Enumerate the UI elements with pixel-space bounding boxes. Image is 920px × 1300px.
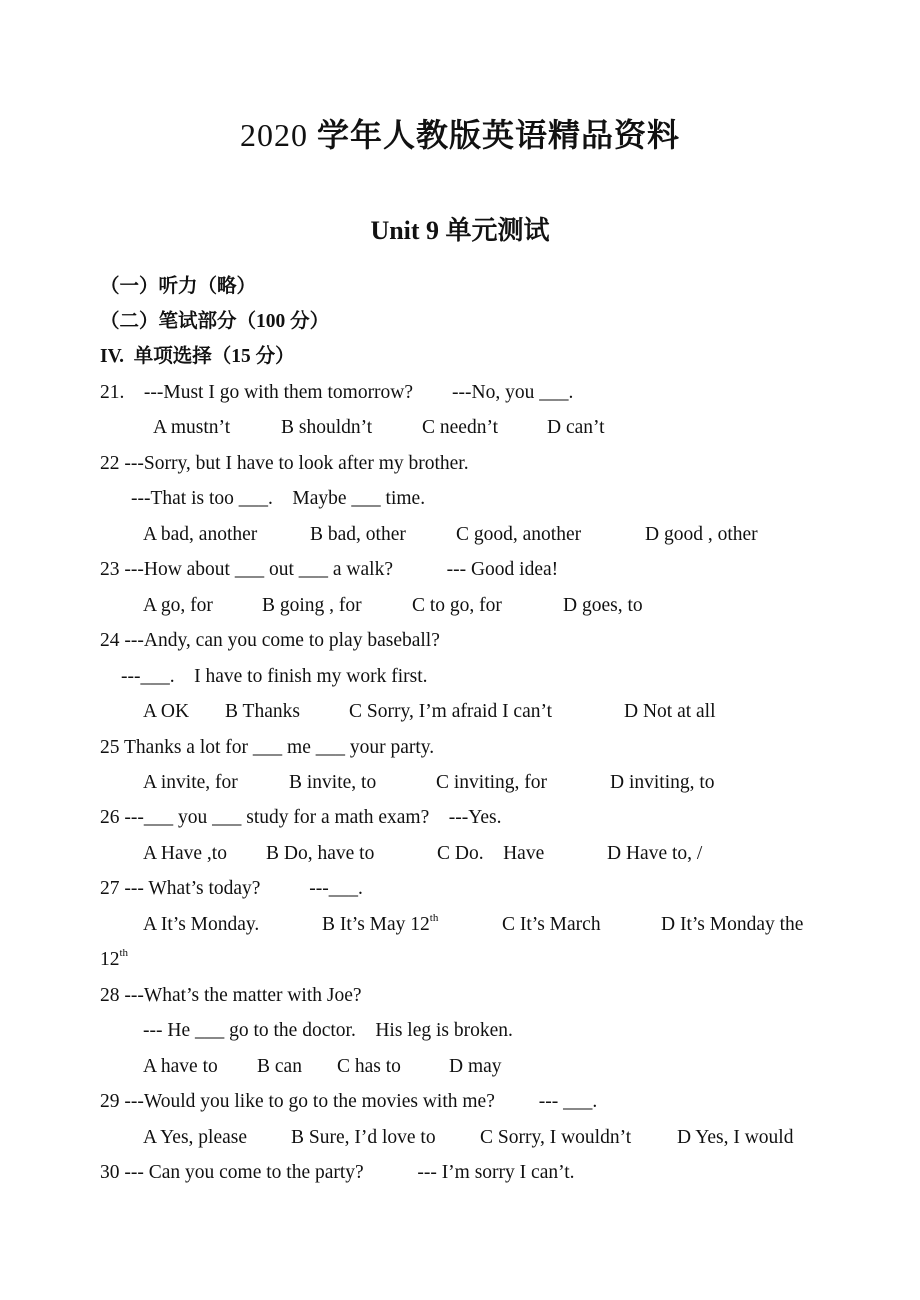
question-24-stem-2: ---___. I have to finish my work first. — [121, 666, 428, 687]
q29-option-d: D Yes, I would — [677, 1127, 794, 1148]
question-27-stem: 27 --- What’s today? ---___. — [100, 878, 363, 899]
q27-option-d-wrap — [100, 948, 128, 972]
q21-option-d: D can’t — [547, 417, 605, 438]
q28-option-a: A have to — [143, 1056, 218, 1077]
question-29-stem: 29 ---Would you like to go to the movies with me? --- ___. — [100, 1091, 598, 1112]
q27-option-d: D It’s Monday the — [661, 914, 804, 935]
section-listening: （一）听力（略） — [100, 276, 257, 297]
q28-option-d: D may — [449, 1056, 502, 1077]
q26-option-b: B Do, have to — [266, 843, 375, 864]
q23-option-d: D goes, to — [563, 595, 643, 616]
q27-option-b-sup: th — [429, 912, 439, 924]
q23-option-c: C to go, for — [412, 595, 502, 616]
q24-option-d: D Not at all — [624, 701, 716, 722]
q29-option-c: C Sorry, I wouldn’t — [480, 1127, 632, 1148]
q21-option-a: A mustn’t — [153, 417, 231, 438]
q22-option-d: D good , other — [645, 524, 758, 545]
q28-option-b: B can — [257, 1056, 302, 1077]
q27-option-d-wrap-sup: th — [119, 947, 129, 959]
q25-option-b: B invite, to — [289, 772, 377, 793]
question-26-stem: 26 ---___ you ___ study for a math exam? ---Yes. — [100, 807, 502, 828]
q29-option-b: B Sure, I’d love to — [291, 1127, 436, 1148]
document-title — [0, 110, 920, 156]
question-22-stem-2: ---That is too ___. Maybe ___ time. — [131, 488, 426, 509]
q22-option-b: B bad, other — [310, 524, 406, 545]
q27-option-a: A It’s Monday. — [143, 914, 260, 935]
q27-option-b-text: B It’s May 12 — [322, 914, 430, 935]
q27-option-c: C It’s March — [502, 914, 601, 935]
title-year: 2020 — [239, 117, 308, 153]
q26-option-c: C Do. Have — [437, 843, 545, 864]
q23-option-b: B going , for — [262, 595, 362, 616]
q22-option-c: C good, another — [456, 524, 582, 545]
section-written: （二）笔试部分（100 分） — [100, 311, 330, 332]
question-21-stem: 21. ---Must I go with them tomorrow? ---No, you ___. — [100, 382, 574, 403]
title-text: 学年人教版英语精品资料 — [316, 117, 680, 153]
question-28-stem: 28 ---What’s the matter with Joe? — [100, 985, 362, 1006]
q25-option-c: C inviting, for — [436, 772, 548, 793]
q24-option-b: B Thanks — [225, 701, 300, 722]
q25-option-d: D inviting, to — [610, 772, 715, 793]
q21-option-b: B shouldn’t — [281, 417, 373, 438]
q26-option-a: A Have ,to — [143, 843, 227, 864]
q29-option-a: A Yes, please — [143, 1127, 248, 1148]
q24-option-c: C Sorry, I’m afraid I can’t — [349, 701, 553, 722]
q27-option-d-wrap-text: 12 — [100, 949, 120, 970]
question-24-stem: 24 ---Andy, can you come to play baseball? — [100, 630, 440, 651]
unit-title: Unit 9 单元测试 — [370, 216, 550, 245]
q27-option-b — [322, 913, 438, 937]
question-28-stem-2: --- He ___ go to the doctor. His leg is broken. — [143, 1020, 513, 1041]
question-23-stem: 23 ---How about ___ out ___ a walk? --- Good idea! — [100, 559, 559, 580]
q24-option-a: A OK — [143, 701, 190, 722]
q23-option-a: A go, for — [143, 595, 213, 616]
question-22-stem: 22 ---Sorry, but I have to look after my brother. — [100, 453, 469, 474]
q26-option-d: D Have to, / — [607, 843, 703, 864]
section-single-choice: IV. 单项选择（15 分） — [100, 346, 295, 367]
q21-option-c: C needn’t — [422, 417, 499, 438]
q22-option-a: A bad, another — [143, 524, 258, 545]
q25-option-a: A invite, for — [143, 772, 238, 793]
q28-option-c: C has to — [337, 1056, 401, 1077]
question-25-stem: 25 Thanks a lot for ___ me ___ your party. — [100, 737, 435, 758]
question-30-stem: 30 --- Can you come to the party? --- I’m sorry I can’t. — [100, 1162, 575, 1183]
